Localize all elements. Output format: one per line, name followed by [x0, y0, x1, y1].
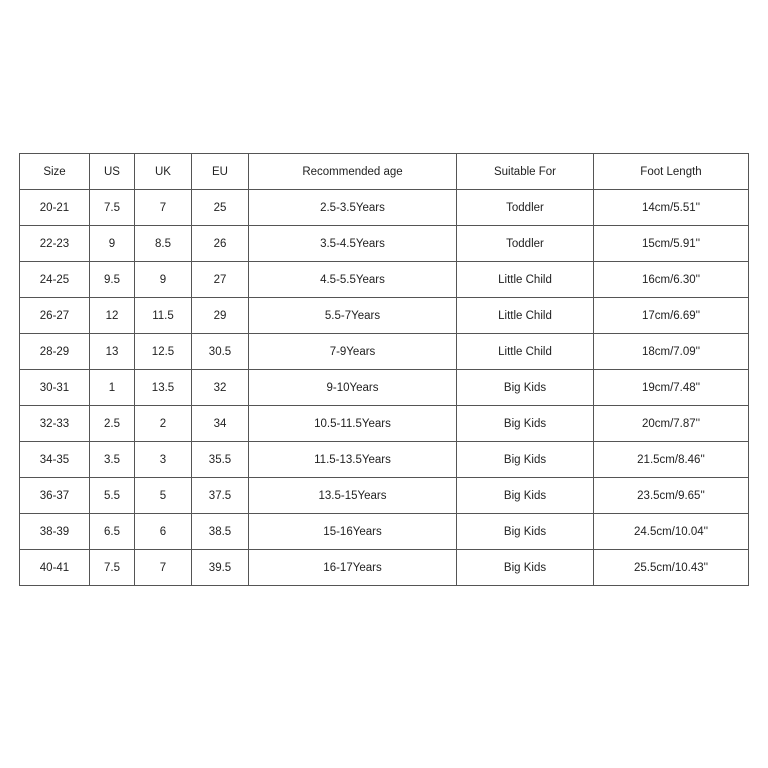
cell-size: 26-27 [20, 298, 90, 334]
header-size: Size [20, 154, 90, 190]
table-row [20, 370, 749, 406]
cell-size: 36-37 [20, 478, 90, 514]
cell-eu: 30.5 [192, 334, 249, 370]
cell-suitable-for: Big Kids [457, 514, 594, 550]
cell-foot-length: 21.5cm/8.46'' [594, 442, 749, 478]
cell-us: 3.5 [90, 442, 135, 478]
cell-foot-length: 20cm/7.87'' [594, 406, 749, 442]
cell-uk: 11.5 [135, 298, 192, 334]
cell-size: 38-39 [20, 514, 90, 550]
cell-recommended-age: 16-17Years [249, 550, 457, 586]
cell-recommended-age: 15-16Years [249, 514, 457, 550]
cell-suitable-for: Little Child [457, 262, 594, 298]
table-row [20, 442, 749, 478]
cell-suitable-for: Big Kids [457, 478, 594, 514]
cell-us: 12 [90, 298, 135, 334]
table-row [20, 262, 749, 298]
table-row [20, 298, 749, 334]
cell-eu: 37.5 [192, 478, 249, 514]
header-suitable-for: Suitable For [457, 154, 594, 190]
cell-us: 6.5 [90, 514, 135, 550]
table-row [20, 478, 749, 514]
cell-recommended-age: 13.5-15Years [249, 478, 457, 514]
cell-eu: 38.5 [192, 514, 249, 550]
cell-recommended-age: 10.5-11.5Years [249, 406, 457, 442]
table-row [20, 226, 749, 262]
cell-suitable-for: Toddler [457, 226, 594, 262]
cell-size: 40-41 [20, 550, 90, 586]
cell-uk: 13.5 [135, 370, 192, 406]
cell-size: 34-35 [20, 442, 90, 478]
cell-uk: 7 [135, 190, 192, 226]
cell-foot-length: 25.5cm/10.43'' [594, 550, 749, 586]
cell-uk: 8.5 [135, 226, 192, 262]
cell-eu: 25 [192, 190, 249, 226]
cell-foot-length: 16cm/6.30'' [594, 262, 749, 298]
cell-size: 32-33 [20, 406, 90, 442]
header-us: US [90, 154, 135, 190]
cell-recommended-age: 11.5-13.5Years [249, 442, 457, 478]
cell-us: 2.5 [90, 406, 135, 442]
cell-size: 20-21 [20, 190, 90, 226]
cell-suitable-for: Big Kids [457, 442, 594, 478]
table-header [20, 154, 749, 190]
cell-recommended-age: 4.5-5.5Years [249, 262, 457, 298]
cell-uk: 5 [135, 478, 192, 514]
cell-eu: 39.5 [192, 550, 249, 586]
header-eu: EU [192, 154, 249, 190]
size-chart-table [19, 153, 749, 586]
cell-suitable-for: Big Kids [457, 550, 594, 586]
table-row [20, 190, 749, 226]
header-foot-length: Foot Length [594, 154, 749, 190]
cell-eu: 35.5 [192, 442, 249, 478]
table-body [20, 190, 749, 586]
cell-size: 28-29 [20, 334, 90, 370]
cell-foot-length: 14cm/5.51'' [594, 190, 749, 226]
cell-recommended-age: 9-10Years [249, 370, 457, 406]
cell-eu: 26 [192, 226, 249, 262]
cell-us: 7.5 [90, 190, 135, 226]
cell-foot-length: 18cm/7.09'' [594, 334, 749, 370]
cell-eu: 32 [192, 370, 249, 406]
cell-suitable-for: Big Kids [457, 370, 594, 406]
cell-uk: 2 [135, 406, 192, 442]
cell-eu: 34 [192, 406, 249, 442]
cell-uk: 7 [135, 550, 192, 586]
header-row [20, 154, 749, 190]
cell-uk: 9 [135, 262, 192, 298]
cell-us: 13 [90, 334, 135, 370]
cell-us: 7.5 [90, 550, 135, 586]
cell-recommended-age: 3.5-4.5Years [249, 226, 457, 262]
cell-size: 22-23 [20, 226, 90, 262]
cell-foot-length: 17cm/6.69'' [594, 298, 749, 334]
cell-size: 30-31 [20, 370, 90, 406]
cell-suitable-for: Little Child [457, 298, 594, 334]
cell-suitable-for: Big Kids [457, 406, 594, 442]
table-row [20, 334, 749, 370]
cell-eu: 27 [192, 262, 249, 298]
cell-us: 9 [90, 226, 135, 262]
cell-suitable-for: Little Child [457, 334, 594, 370]
cell-foot-length: 15cm/5.91'' [594, 226, 749, 262]
cell-uk: 3 [135, 442, 192, 478]
cell-eu: 29 [192, 298, 249, 334]
cell-us: 1 [90, 370, 135, 406]
cell-recommended-age: 7-9Years [249, 334, 457, 370]
cell-foot-length: 24.5cm/10.04'' [594, 514, 749, 550]
cell-uk: 12.5 [135, 334, 192, 370]
cell-us: 5.5 [90, 478, 135, 514]
table-row [20, 406, 749, 442]
table-row [20, 550, 749, 586]
cell-recommended-age: 5.5-7Years [249, 298, 457, 334]
cell-suitable-for: Toddler [457, 190, 594, 226]
cell-size: 24-25 [20, 262, 90, 298]
header-recommended-age: Recommended age [249, 154, 457, 190]
cell-uk: 6 [135, 514, 192, 550]
cell-foot-length: 19cm/7.48'' [594, 370, 749, 406]
cell-foot-length: 23.5cm/9.65'' [594, 478, 749, 514]
cell-recommended-age: 2.5-3.5Years [249, 190, 457, 226]
cell-us: 9.5 [90, 262, 135, 298]
table-row [20, 514, 749, 550]
header-uk: UK [135, 154, 192, 190]
